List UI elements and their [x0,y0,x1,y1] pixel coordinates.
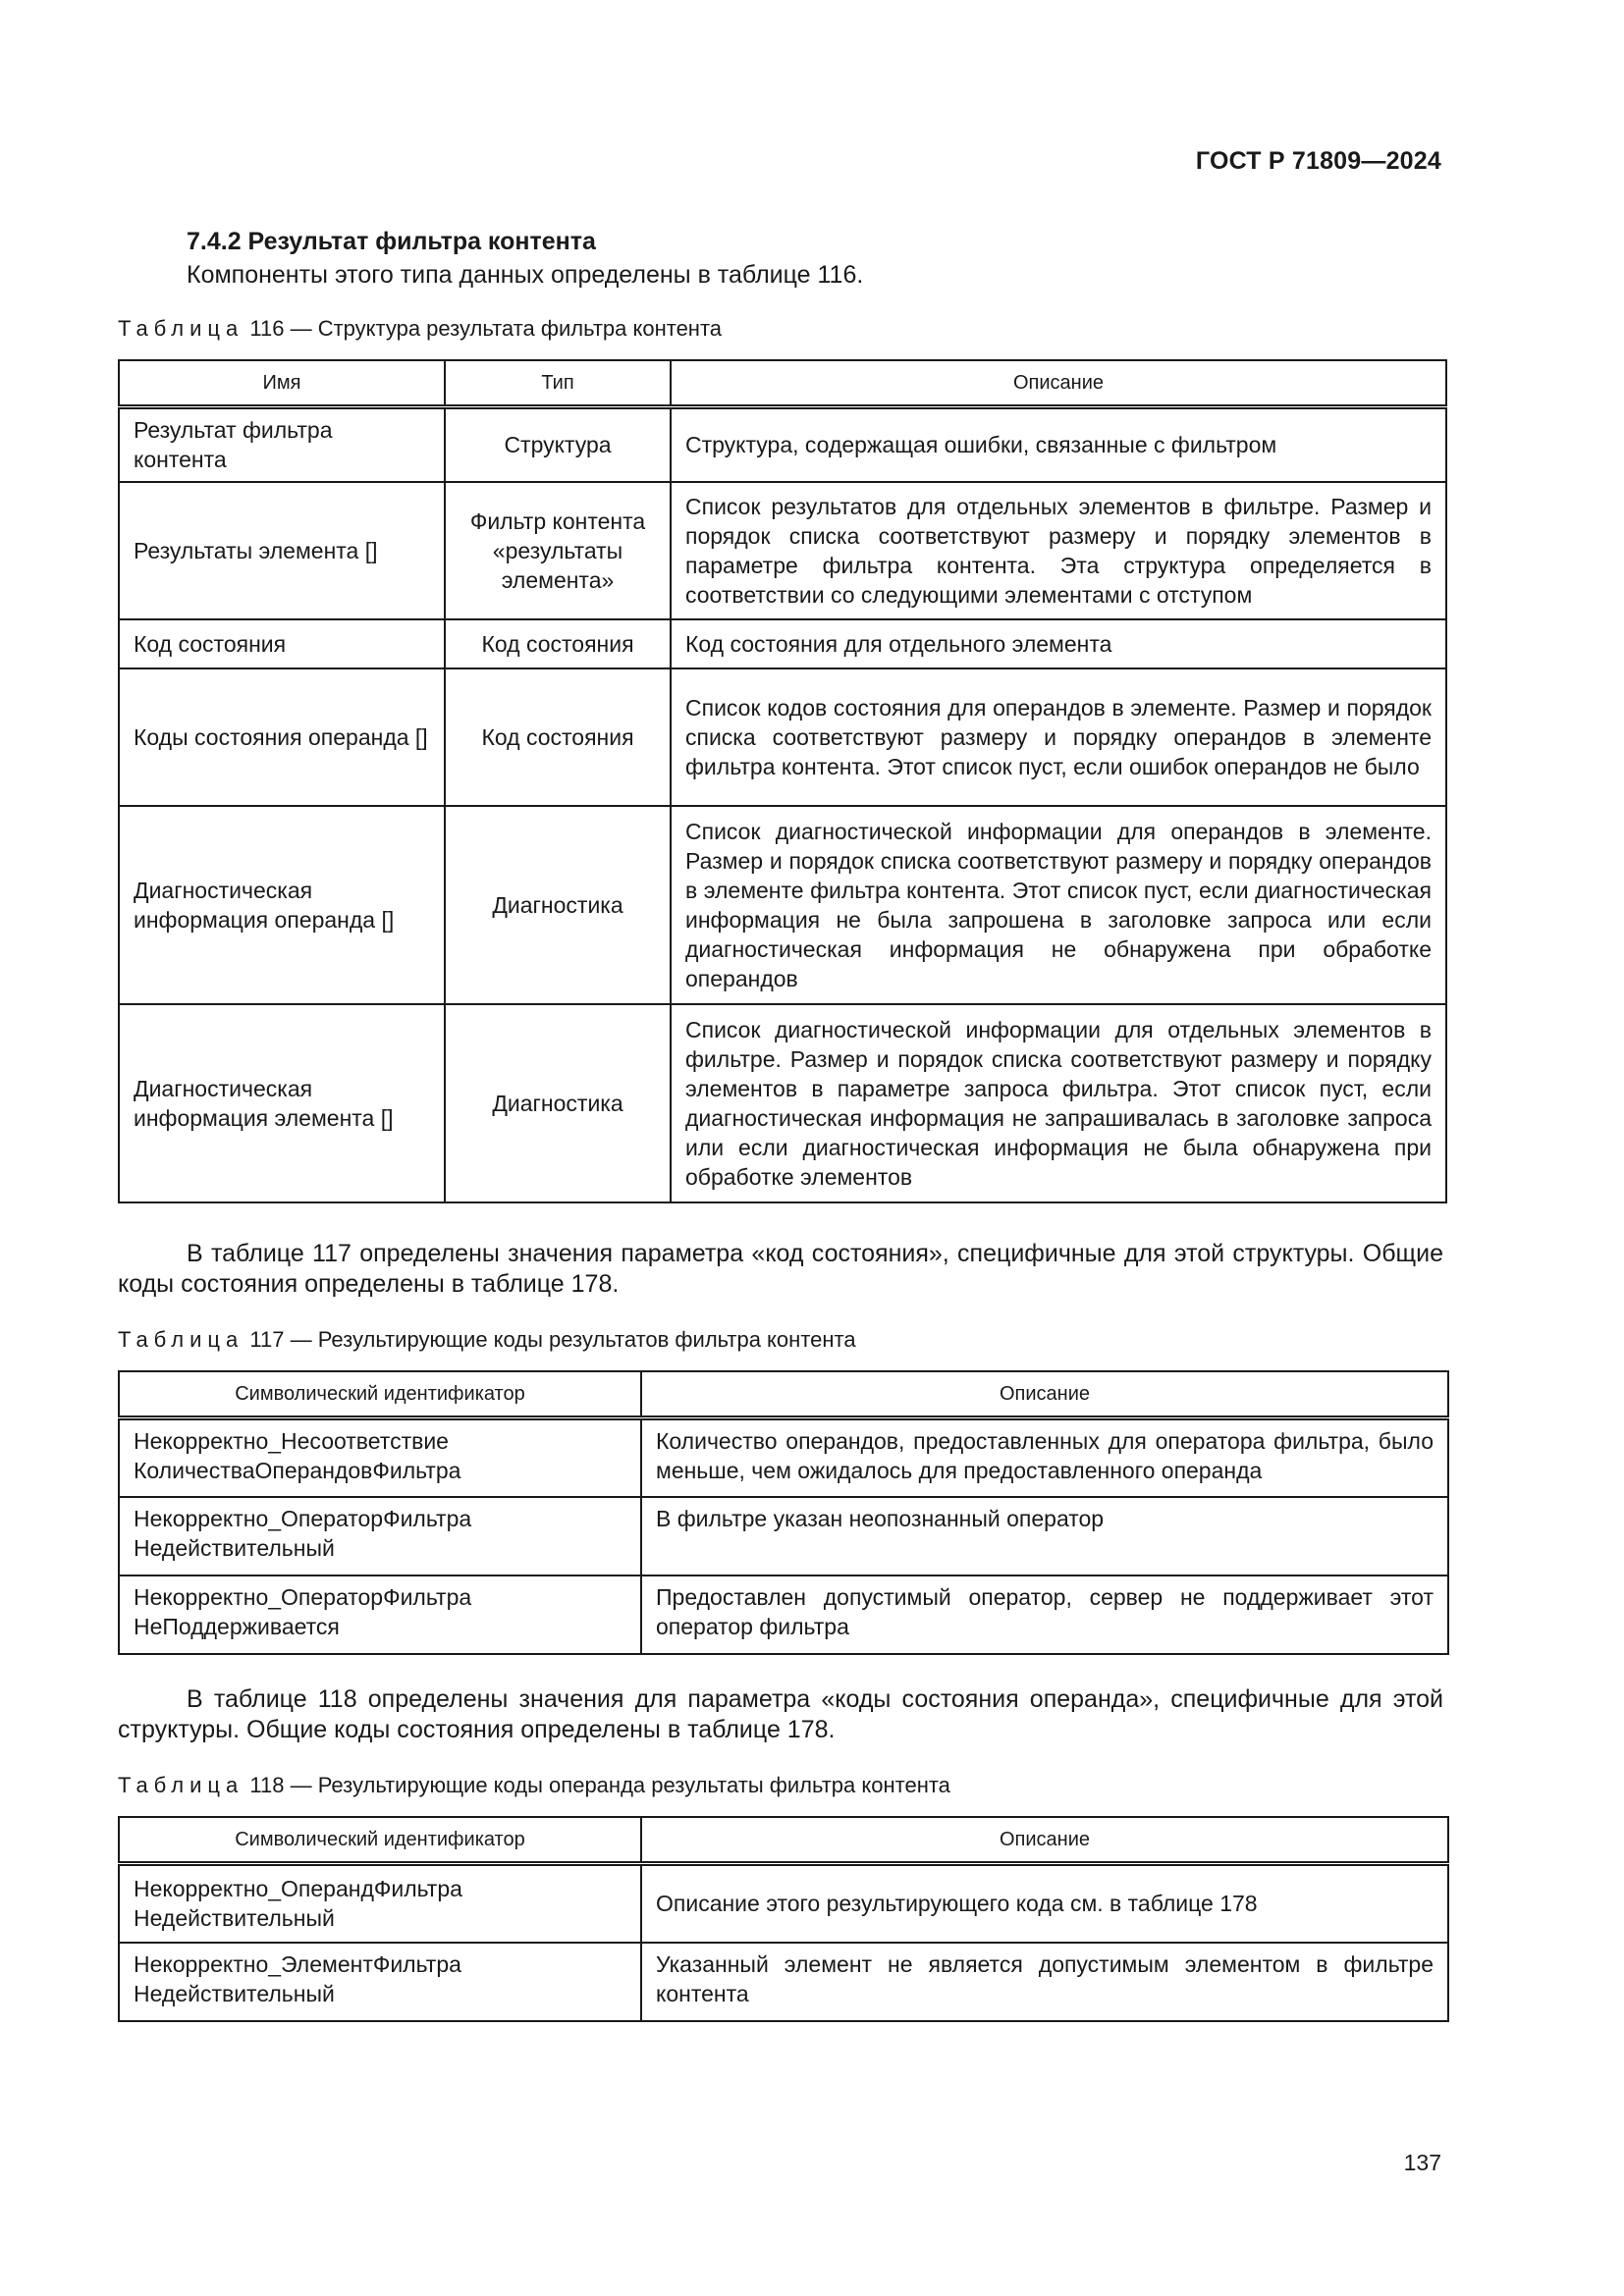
table-117 [118,1370,1449,1655]
column-header-description: Описание [641,1817,1448,1864]
cell-type: Структура [445,407,671,482]
cell-name: Диагностическая информация элемента [] [119,1004,445,1202]
caption-text: 117 — Результирующие коды результатов фильтра контента [249,1327,856,1352]
section-intro: Компоненты этого типа данных определены в таблице 116. [187,261,864,289]
caption-label: Таблица [118,1327,244,1352]
cell-type: Фильтр контента «результаты элемента» [445,482,671,619]
cell-identifier: Некорректно_ОператорФильтра НеПоддерживается [119,1575,641,1654]
table-row [119,407,1446,482]
cell-description: В фильтре указан неопознанный оператор [641,1497,1448,1575]
column-header-description: Описание [641,1371,1448,1418]
cell-identifier: Некорректно_Несоответствие КоличестваОперандовФильтра [119,1418,641,1497]
cell-description: Предоставлен допустимый оператор, сервер не поддерживает этот оператор фильтра [641,1575,1448,1654]
cell-description: Список диагностической информации для операндов в элементе. Размер и порядок списка соответствуют размеру и порядку операндов в элементе фильтра контента. Этот список пуст, если диагностическая информация не была запрошена в заголовке запроса или если диагностическая информация не обнаружена при обработке операндов [671,806,1446,1004]
table-row [119,1418,1448,1497]
cell-type: Диагностика [445,806,671,1004]
cell-description: Количество операндов, предоставленных для оператора фильтра, было меньше, чем ожидалось для предоставленного операнда [641,1418,1448,1497]
table-116-caption [118,316,722,342]
section-title: 7.4.2 Результат фильтра контента [187,228,596,255]
table-row [119,1575,1448,1654]
cell-description: Список результатов для отдельных элементов в фильтре. Размер и порядок списка соответствуют размеру и порядку элементов в параметре фильтра контента. Эта структура определяется в соответствии со следующими элементами с отступом [671,482,1446,619]
cell-identifier: Некорректно_ЭлементФильтра Недействительный [119,1943,641,2021]
caption-text: 116 — Структура результата фильтра контента [249,316,723,341]
cell-type: Код состояния [445,619,671,668]
table-117-caption [118,1327,856,1353]
cell-description: Описание этого результирующего кода см. в таблице 178 [641,1864,1448,1943]
table-row [119,619,1446,668]
table-header-row [119,1817,1448,1864]
cell-name: Диагностическая информация операнда [] [119,806,445,1004]
table-row [119,1497,1448,1575]
paragraph-table-117-intro: В таблице 117 определены значения параметра «код состояния», специфичные для этой структуры. Общие коды состояния определены в таблице 178. [118,1240,1443,1298]
page-number: 137 [1403,2150,1441,2175]
cell-identifier: Некорректно_ОперандФильтра Недействительный [119,1864,641,1943]
column-header-type: Тип [445,360,671,407]
table-row [119,1943,1448,2021]
table-118 [118,1816,1449,2022]
cell-description: Структура, содержащая ошибки, связанные с фильтром [671,407,1446,482]
caption-label: Таблица [118,1773,244,1797]
table-116 [118,359,1447,1203]
document-standard-id: ГОСТ Р 71809—2024 [1195,147,1441,175]
cell-type: Диагностика [445,1004,671,1202]
caption-text: 118 — Результирующие коды операнда результаты фильтра контента [249,1773,950,1797]
column-header-identifier: Символический идентификатор [119,1371,641,1418]
cell-name: Результат фильтра контента [119,407,445,482]
table-row [119,668,1446,806]
column-header-description: Описание [671,360,1446,407]
table-row [119,1864,1448,1943]
table-header-row [119,360,1446,407]
cell-identifier: Некорректно_ОператорФильтра Недействительный [119,1497,641,1575]
table-row [119,806,1446,1004]
cell-description: Список кодов состояния для операндов в элементе. Размер и порядок списка соответствуют размеру и порядку операндов в элементе фильтра контента. Этот список пуст, если ошибок операндов не было [671,668,1446,806]
table-row [119,1004,1446,1202]
paragraph-table-118-intro: В таблице 118 определены значения для параметра «коды состояния операнда», специфичные для этой структуры. Общие коды состояния определены в таблице 178. [118,1685,1443,1743]
column-header-name: Имя [119,360,445,407]
table-row [119,482,1446,619]
cell-description: Список диагностической информации для отдельных элементов в фильтре. Размер и порядок списка соответствуют размеру и порядку элементов в параметре запроса фильтра. Этот список пуст, если диагностическая информация не запрашивалась в заголовке запроса или если диагностическая информация не была обнаружена при обработке элементов [671,1004,1446,1202]
cell-description: Код состояния для отдельного элемента [671,619,1446,668]
cell-description: Указанный элемент не является допустимым элементом в фильтре контента [641,1943,1448,2021]
cell-name: Результаты элемента [] [119,482,445,619]
table-header-row [119,1371,1448,1418]
table-118-caption [118,1773,950,1798]
cell-type: Код состояния [445,668,671,806]
caption-label: Таблица [118,316,244,341]
cell-name: Код состояния [119,619,445,668]
cell-name: Коды состояния операнда [] [119,668,445,806]
column-header-identifier: Символический идентификатор [119,1817,641,1864]
